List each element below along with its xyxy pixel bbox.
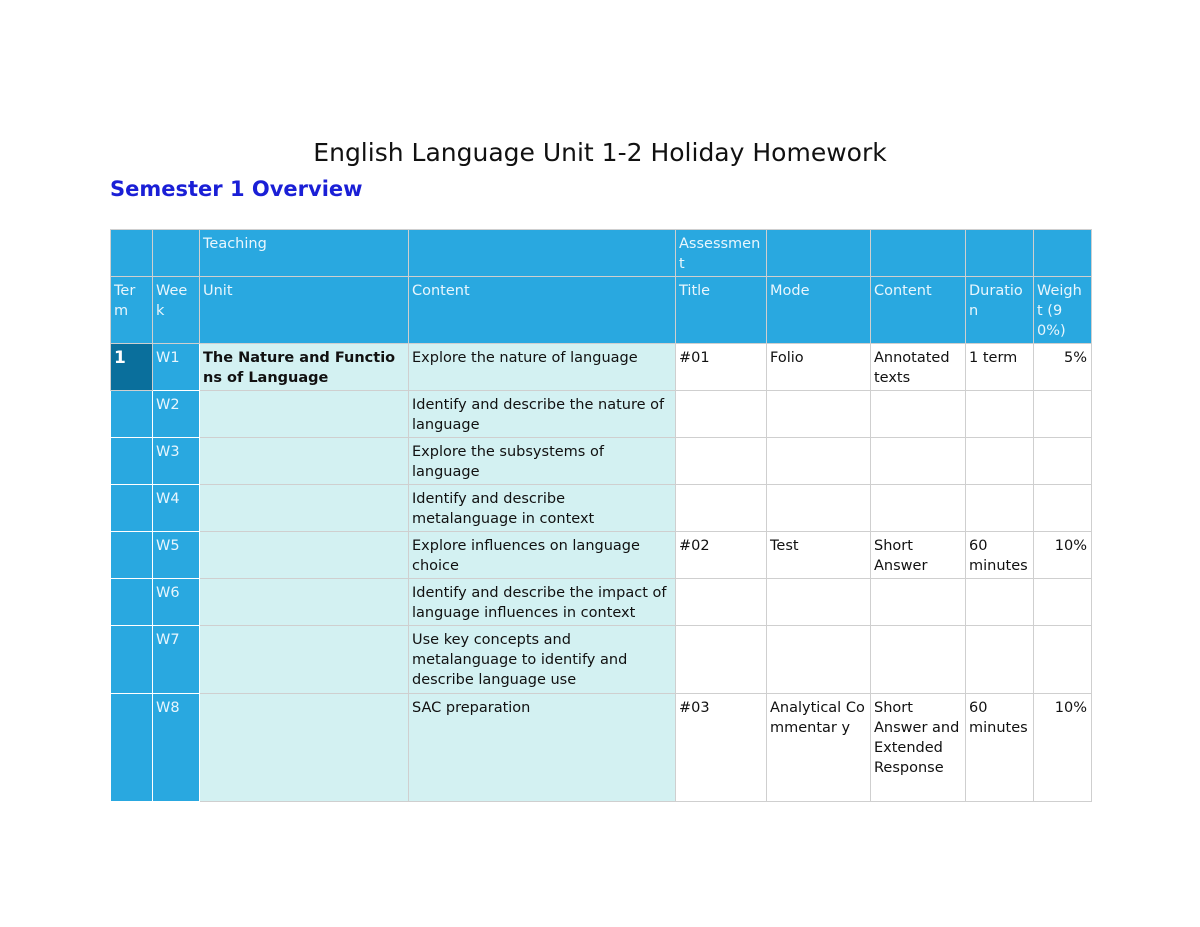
assessment-mode-cell xyxy=(767,438,871,485)
week-cell: W7 xyxy=(153,626,200,694)
semester-overview-table xyxy=(110,229,1092,802)
assessment-title-cell: #02 xyxy=(676,532,767,579)
table-row xyxy=(111,626,1092,694)
term-cell xyxy=(111,438,153,485)
column-header-mode: Mode xyxy=(767,277,871,344)
term-cell xyxy=(111,626,153,694)
assessment-mode-cell xyxy=(767,485,871,532)
header-cell-empty xyxy=(153,230,200,277)
week-cell: W4 xyxy=(153,485,200,532)
teaching-content-cell: Identify and describe the nature of language xyxy=(409,391,676,438)
group-header-row xyxy=(111,230,1092,277)
assessment-content-cell: Short Answer and Extended Response xyxy=(871,694,966,802)
table-row xyxy=(111,344,1092,391)
teaching-group-header: Teaching xyxy=(200,230,409,277)
unit-cell xyxy=(200,626,409,694)
teaching-content-cell: Explore the subsystems of language xyxy=(409,438,676,485)
assessment-content-cell xyxy=(871,438,966,485)
assessment-mode-cell: Test xyxy=(767,532,871,579)
week-cell: W1 xyxy=(153,344,200,391)
teaching-content-cell: SAC preparation xyxy=(409,694,676,802)
table-row xyxy=(111,391,1092,438)
column-header-content: Content xyxy=(409,277,676,344)
weight-cell xyxy=(1034,579,1092,626)
unit-cell xyxy=(200,579,409,626)
document-title: English Language Unit 1-2 Holiday Homework xyxy=(313,138,887,167)
column-header-week: Wee k xyxy=(153,277,200,344)
term-cell xyxy=(111,532,153,579)
term-cell xyxy=(111,579,153,626)
week-cell: W2 xyxy=(153,391,200,438)
duration-cell xyxy=(966,485,1034,532)
assessment-mode-cell xyxy=(767,579,871,626)
unit-cell xyxy=(200,438,409,485)
table-row xyxy=(111,532,1092,579)
term-number: 1 xyxy=(111,344,153,391)
weight-cell: 10% xyxy=(1034,532,1092,579)
week-cell: W8 xyxy=(153,694,200,802)
header-cell-empty xyxy=(871,230,966,277)
table-row xyxy=(111,485,1092,532)
assessment-content-cell xyxy=(871,485,966,532)
assessment-title-cell xyxy=(676,579,767,626)
weight-cell xyxy=(1034,438,1092,485)
teaching-content-cell: Use key concepts and metalanguage to identify and describe language use xyxy=(409,626,676,694)
week-cell: W6 xyxy=(153,579,200,626)
week-cell: W5 xyxy=(153,532,200,579)
unit-cell xyxy=(200,391,409,438)
assessment-group-header: Assessmen t xyxy=(676,230,767,277)
duration-cell: 60 minutes xyxy=(966,532,1034,579)
column-header-row xyxy=(111,277,1092,344)
header-cell-empty xyxy=(111,230,153,277)
assessment-mode-cell: Folio xyxy=(767,344,871,391)
header-cell-empty xyxy=(1034,230,1092,277)
table-row xyxy=(111,438,1092,485)
term-cell xyxy=(111,485,153,532)
header-cell-empty xyxy=(767,230,871,277)
assessment-content-cell xyxy=(871,391,966,438)
weight-cell: 5% xyxy=(1034,344,1092,391)
teaching-content-cell: Explore influences on language choice xyxy=(409,532,676,579)
assessment-mode-cell: Analytical Commentar y xyxy=(767,694,871,802)
unit-cell xyxy=(200,485,409,532)
weight-cell xyxy=(1034,391,1092,438)
column-header-term: Ter m xyxy=(111,277,153,344)
assessment-content-cell: Annotated texts xyxy=(871,344,966,391)
column-header-assessment-content: Content xyxy=(871,277,966,344)
weight-cell xyxy=(1034,485,1092,532)
duration-cell: 1 term xyxy=(966,344,1034,391)
teaching-content-cell: Identify and describe metalanguage in context xyxy=(409,485,676,532)
term-cell xyxy=(111,391,153,438)
assessment-mode-cell xyxy=(767,391,871,438)
table-row xyxy=(111,579,1092,626)
assessment-content-cell: Short Answer xyxy=(871,532,966,579)
teaching-content-cell: Explore the nature of language xyxy=(409,344,676,391)
duration-cell xyxy=(966,579,1034,626)
header-cell-empty xyxy=(966,230,1034,277)
assessment-content-cell xyxy=(871,626,966,694)
week-cell: W3 xyxy=(153,438,200,485)
column-header-duration: Duratio n xyxy=(966,277,1034,344)
duration-cell xyxy=(966,438,1034,485)
duration-cell xyxy=(966,626,1034,694)
header-cell-empty xyxy=(409,230,676,277)
assessment-title-cell xyxy=(676,438,767,485)
unit-name: The Nature and Functions of Language xyxy=(200,344,409,391)
unit-cell xyxy=(200,694,409,802)
assessment-mode-cell xyxy=(767,626,871,694)
assessment-title-cell: #01 xyxy=(676,344,767,391)
assessment-title-cell xyxy=(676,485,767,532)
duration-cell xyxy=(966,391,1034,438)
table-row xyxy=(111,694,1092,802)
unit-cell xyxy=(200,532,409,579)
section-heading: Semester 1 Overview xyxy=(110,177,363,201)
assessment-title-cell xyxy=(676,626,767,694)
assessment-title-cell: #03 xyxy=(676,694,767,802)
column-header-weight: Weigh t (90%) xyxy=(1034,277,1092,344)
assessment-content-cell xyxy=(871,579,966,626)
weight-cell xyxy=(1034,626,1092,694)
duration-cell: 60 minutes xyxy=(966,694,1034,802)
assessment-title-cell xyxy=(676,391,767,438)
column-header-title: Title xyxy=(676,277,767,344)
weight-cell: 10% xyxy=(1034,694,1092,802)
term-cell xyxy=(111,694,153,802)
column-header-unit: Unit xyxy=(200,277,409,344)
teaching-content-cell: Identify and describe the impact of language influences in context xyxy=(409,579,676,626)
